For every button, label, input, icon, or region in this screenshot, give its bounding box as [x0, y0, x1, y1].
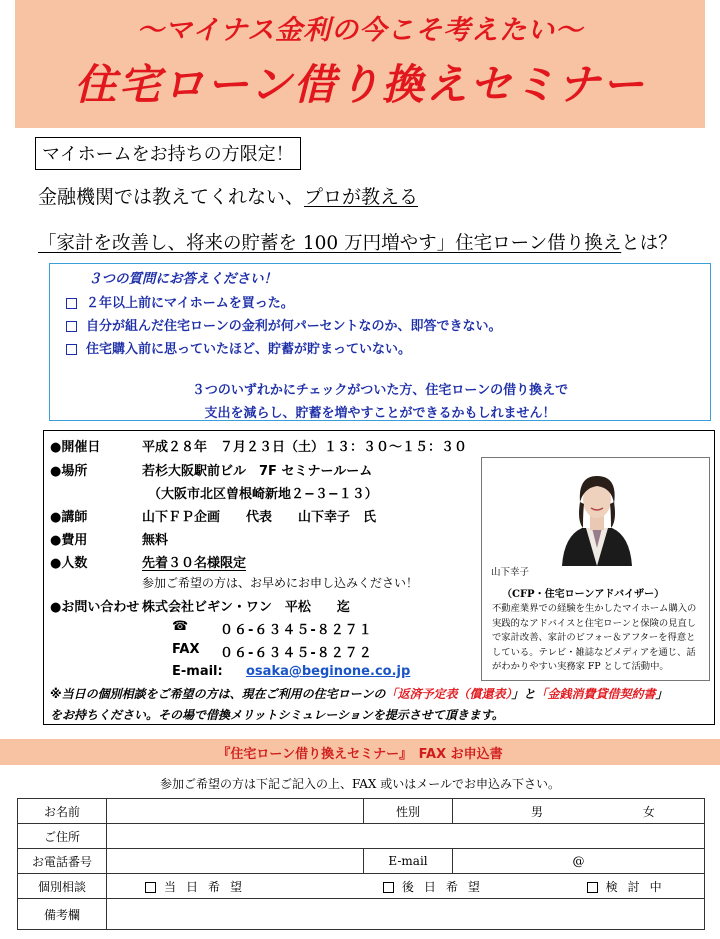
- questions-footer-2: 支出を減らし、貯蓄を増やすことができるかもしれません！: [204, 406, 556, 421]
- tel-number: ０６-６３４５-８２７１: [220, 623, 373, 638]
- consult-option-label: 当日希望: [164, 879, 253, 894]
- checkbox-icon: [66, 321, 77, 332]
- at-sign: @: [572, 854, 585, 868]
- lecturer-photo: [552, 466, 642, 566]
- question-item-text: 住宅購入前に思っていたほど、貯蓄が貯まっていない。: [86, 342, 412, 357]
- intro-line-2: [38, 229, 677, 255]
- consult-option-label: 検討中: [605, 879, 672, 894]
- gender-male[interactable]: 男: [531, 804, 544, 819]
- limited-badge: マイホームをお持ちの方限定！: [35, 137, 301, 170]
- form-email-label: E-mail: [364, 849, 453, 874]
- gender-field[interactable]: [453, 799, 705, 824]
- consult-note-doc-2: 「金銭消費貸借契約書: [535, 687, 656, 701]
- lecturer-title: （CFP・住宅ローンアドバイザー）: [502, 589, 665, 600]
- form-row-name: [18, 799, 705, 824]
- seminar-details-box: [43, 430, 715, 725]
- consult-note-1-mid: 」と: [511, 687, 536, 701]
- remarks-label: 備考欄: [18, 899, 107, 930]
- place-address: （大阪市北区曽根崎新地２−３−１３）: [148, 487, 378, 502]
- question-item-text: ２年以上前にマイホームを買った。: [86, 296, 294, 311]
- header-title: 住宅ローン借り換えセミナー: [74, 60, 646, 109]
- consult-option-same-day[interactable]: [111, 878, 359, 895]
- lecturer-label: ●講師: [50, 510, 88, 525]
- checkbox-icon[interactable]: [383, 882, 394, 893]
- intro-line-1-pre: 金融機関では教えてくれない、: [38, 186, 305, 208]
- email-link[interactable]: osaka@beginone.co.jp: [246, 664, 411, 679]
- form-row-remarks: [18, 899, 705, 930]
- email-label: E-mail:: [172, 664, 223, 679]
- remarks-field[interactable]: [107, 899, 705, 930]
- phone-field[interactable]: [107, 849, 364, 874]
- consult-option-later[interactable]: [363, 878, 583, 895]
- checkbox-icon[interactable]: [145, 882, 156, 893]
- fee-value: 無料: [142, 533, 169, 548]
- name-field[interactable]: [107, 799, 364, 824]
- checkbox-icon: [66, 298, 77, 309]
- capacity-value: 先着３０名様限定: [142, 556, 247, 571]
- checkbox-icon[interactable]: [587, 882, 598, 893]
- gender-label: 性別: [364, 799, 453, 824]
- consult-option-considering[interactable]: [587, 878, 672, 895]
- consult-note-1-pre: ※当日の個別相談をご希望の方は、現在ご利用の住宅ローンの: [50, 687, 386, 701]
- form-email-field[interactable]: [453, 849, 705, 874]
- address-label: ご住所: [18, 824, 107, 849]
- intro-line-1: [38, 182, 418, 209]
- consult-label: 個別相談: [18, 874, 107, 899]
- application-form: [17, 798, 705, 930]
- question-item: [66, 292, 294, 311]
- place-label: ●場所: [50, 464, 88, 479]
- questions-box: [49, 263, 711, 421]
- fee-label: ●費用: [50, 533, 88, 548]
- lecturer-value: 山下ＦＰ企画 代表 山下幸子 氏: [142, 510, 377, 525]
- intro-line-2-underline: 「家計を改善し、将来の貯蓄を 100 万円増やす」住宅ローン借り換え: [38, 233, 622, 254]
- contact-company: 株式会社ビギン・ワン 平松 迄: [142, 600, 350, 615]
- date-label: ●開催日: [50, 440, 101, 455]
- checkbox-icon: [66, 344, 77, 355]
- fax-number: ０６-６３４５-８２７２: [220, 646, 373, 661]
- lecturer-name: 山下幸子: [491, 567, 530, 578]
- apply-note: 参加ご希望の方は、お早めにお申し込みください！: [142, 576, 419, 590]
- header-banner: [15, 0, 705, 128]
- consult-option-label: 後日希望: [401, 879, 490, 894]
- questions-heading: ３つの質問にお答えください！: [88, 271, 277, 287]
- consult-options: [107, 874, 705, 899]
- questions-footer-1: ３つのいずれかにチェックがついた方、住宅ローンの借り換えで: [191, 383, 569, 398]
- form-title-bar: [0, 739, 720, 765]
- contact-label: ●お問い合わせ: [50, 600, 140, 615]
- phone-icon: ☎: [172, 619, 189, 634]
- form-title: 『住宅ローン借り換えセミナー』 FAX お申込書: [217, 747, 503, 762]
- date-value: 平成２８年 ７月２３日（土）１３：３０〜１５：３０: [142, 440, 468, 455]
- gender-female[interactable]: 女: [642, 804, 655, 819]
- intro-line-2-post: とは？: [621, 233, 677, 254]
- question-item: [66, 315, 501, 334]
- form-instructions: 参加ご希望の方は下記ご記入の上、FAX 或いはメールでお申込み下さい。: [159, 777, 561, 791]
- lecturer-profile-card: [481, 457, 710, 681]
- phone-label: お電話番号: [18, 849, 107, 874]
- form-row-contact: [18, 849, 705, 874]
- form-row-address: [18, 824, 705, 849]
- intro-line-1-underline: プロが教える: [304, 186, 419, 208]
- question-item: [66, 338, 411, 357]
- place-value: 若杉大阪駅前ビル 7F セミナールーム: [142, 464, 373, 479]
- lecturer-description: 不動産業界での経験を生かしたマイホーム購入の実践的なアドバイスと住宅ローンと保険の見直しで家計改善、家計のビフォー＆アフターを得意としている。テレビ・雑誌などメディアを通じ、話がわかりやすい実務家 FP として活動中。: [492, 603, 697, 672]
- consult-note-1: [50, 685, 668, 702]
- consult-note-doc-1: 「返済予定表（償還表）: [385, 687, 512, 701]
- header-subtitle: 〜マイナス金利の今こそ考えたい〜: [136, 15, 584, 46]
- address-field[interactable]: [107, 824, 705, 849]
- consult-note-2: をお持ちください。その場で借換メリットシミュレーションを提示させて頂きます。: [50, 708, 504, 722]
- fax-label: FAX: [172, 642, 200, 657]
- name-label: お名前: [18, 799, 107, 824]
- consult-note-1-end: 」: [655, 687, 668, 701]
- capacity-label: ●人数: [50, 556, 88, 571]
- form-row-consult: [18, 874, 705, 899]
- question-item-text: 自分が組んだ住宅ローンの金利が何パーセントなのか、即答できない。: [86, 319, 502, 334]
